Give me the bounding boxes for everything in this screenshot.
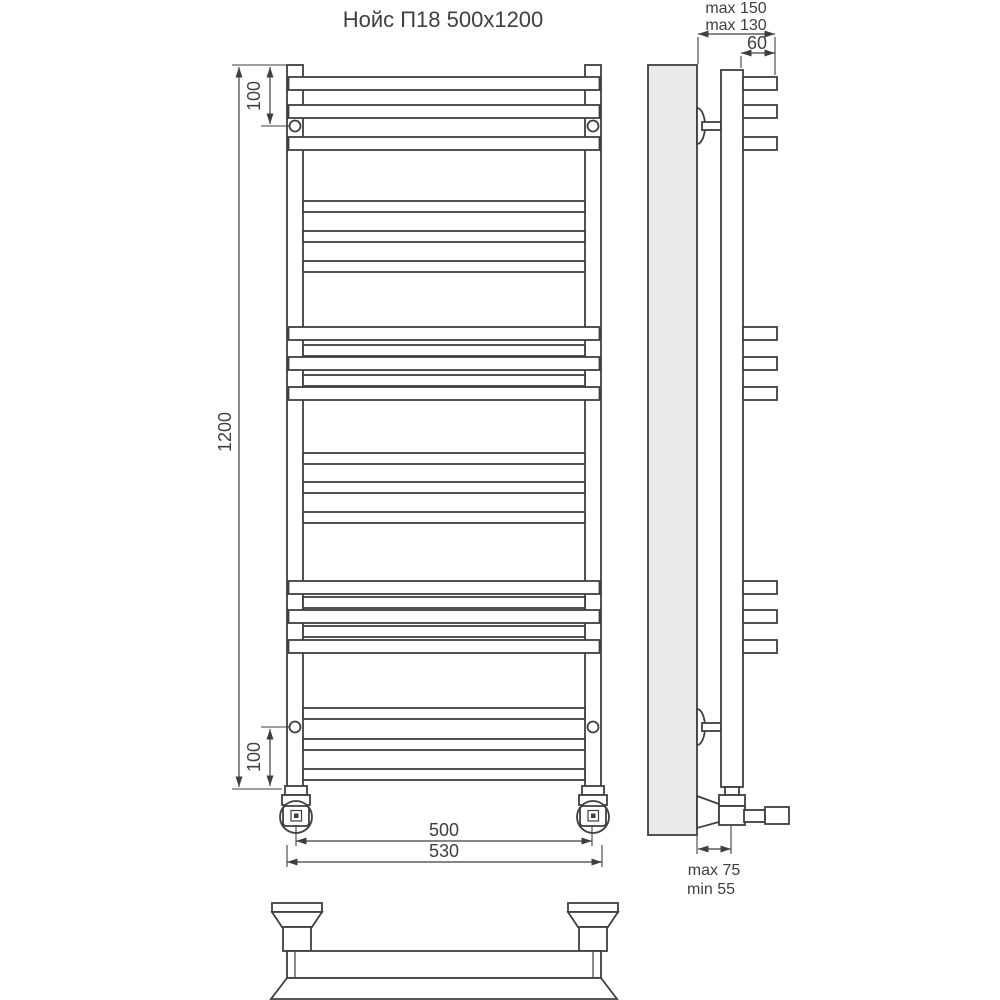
wide-bar [289,581,600,594]
side-bracket-bottom [697,709,721,745]
rung [303,512,585,523]
bracket-stem [579,927,607,951]
bracket-flange [568,903,618,912]
dim-pipe-offset [687,826,740,898]
valve-spindle [744,810,765,822]
side-bracket-top [697,108,721,144]
wide-bar [289,387,600,400]
wide-bar [289,357,600,370]
bar-stub [743,327,777,340]
rung [303,626,585,637]
top-view [271,903,618,999]
shelf-bar-stubs [743,77,777,653]
narrow-rungs [303,201,585,780]
front-shelf-bar-top [271,978,617,999]
dim-label-overall-width: 530 [428,841,460,861]
rung [303,345,585,356]
bracket-cone [272,912,322,927]
dim-label-wall-max150: max 150 [705,0,767,17]
bar-stub [743,610,777,623]
top-view-left-bracket [272,903,322,951]
rung [303,201,585,212]
drawing-title: Нойс П18 500x1200 [342,7,544,32]
mount-hole [588,121,599,132]
rung [303,708,585,719]
bracket-cone [568,912,618,927]
side-valve-assembly [697,787,789,828]
dim-label-height: 1200 [215,411,235,453]
rung [303,261,585,272]
bracket-arm [702,723,721,731]
valve-collar [285,786,307,795]
valve-elbow [719,806,745,825]
dim-bar-depth-60 [741,33,775,68]
wall-section [648,65,697,835]
rung [303,482,585,493]
mount-hole [290,121,301,132]
bar-stub [743,581,777,594]
tube-collar [725,787,739,795]
bar-stub [743,357,777,370]
dim-overall-530 [287,841,602,867]
wide-bar [289,640,600,653]
dim-label-connection-width: 500 [428,820,460,840]
bar-stub [743,640,777,653]
rung [303,375,585,386]
top-view-right-bracket [568,903,618,951]
bar-stub [743,105,777,118]
dim-label-wall-max130: max 130 [705,17,767,34]
right-valve-front [577,786,609,833]
mount-hole [290,722,301,733]
left-valve-front [280,786,312,833]
collector-tube-side [721,70,743,787]
bracket-arm [702,122,721,130]
wide-shelf-bars [289,77,600,653]
valve-stem-tip [294,814,299,819]
wide-bar [289,137,600,150]
rung [303,453,585,464]
rung [303,769,585,780]
bracket-stem [283,927,311,951]
dim-bottom-bracket-100 [244,727,289,786]
valve-stem-tip [591,814,596,819]
dim-label-pipe-min55: min 55 [686,881,736,898]
wide-bar [289,327,600,340]
bar-stub [743,387,777,400]
bar-stub [743,137,777,150]
valve-block [719,795,745,806]
rung [303,739,585,750]
wall-escutcheon [697,796,719,828]
collector-tube-top [287,951,601,978]
dim-top-bracket-100 [244,67,289,126]
dim-label-bar-depth: 60 [746,33,768,53]
dim-label-bottom-bracket: 100 [244,741,264,773]
dim-height-1200 [215,65,287,789]
rung [303,231,585,242]
bracket-flange [272,903,322,912]
side-view [648,0,789,898]
valve-collar [582,786,604,795]
valve-nut [765,807,789,824]
dim-label-pipe-max75: max 75 [687,862,741,879]
right-collector-post [585,65,601,787]
dim-label-top-bracket: 100 [244,80,264,112]
front-view [215,65,609,867]
bar-stub [743,77,777,90]
wide-bar [289,105,600,118]
rung [303,597,585,608]
left-collector-post [287,65,303,787]
wide-bar [289,77,600,90]
wide-bar [289,610,600,623]
mount-hole [588,722,599,733]
